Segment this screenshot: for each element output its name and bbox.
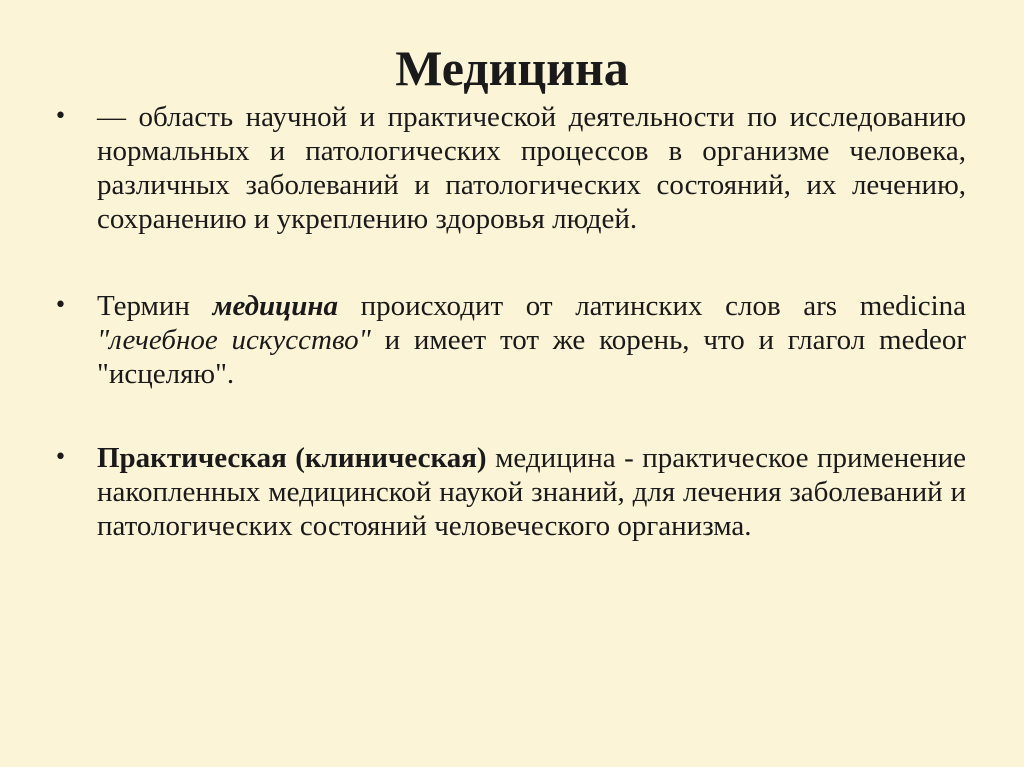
- bullet-list: [54, 100, 966, 543]
- bullet-clinical: [54, 441, 966, 543]
- clinical-text: медицина - практическое применение накопленных медицинской наукой знаний, для лечения заболеваний и патологических состояний человеческого организма.: [97, 442, 967, 542]
- etymology-text-2: происходит от латинских слов ars medicina: [337, 290, 967, 322]
- quote-lechebnoe-iskusstvo: "лечебное искусство": [97, 324, 371, 356]
- term-medicina: медицина: [212, 290, 338, 322]
- bullet-etymology: [54, 289, 966, 391]
- bullet-definition: [54, 100, 966, 236]
- term-clinical-medicine: Практическая (клиническая): [97, 442, 487, 474]
- etymology-text-3: и имеет тот же корень, что и глагол medeor "исцеляю".: [97, 324, 966, 390]
- definition-text: — область научной и практической деятельности по исследованию нормальных и патологических процессов в организме человека, различных заболеваний и патологических состояний, их лечению, сохранению и укреплению здоровья людей.: [97, 101, 966, 235]
- slide-title: Медицина: [395, 40, 629, 96]
- etymology-text-1: Термин: [97, 290, 213, 322]
